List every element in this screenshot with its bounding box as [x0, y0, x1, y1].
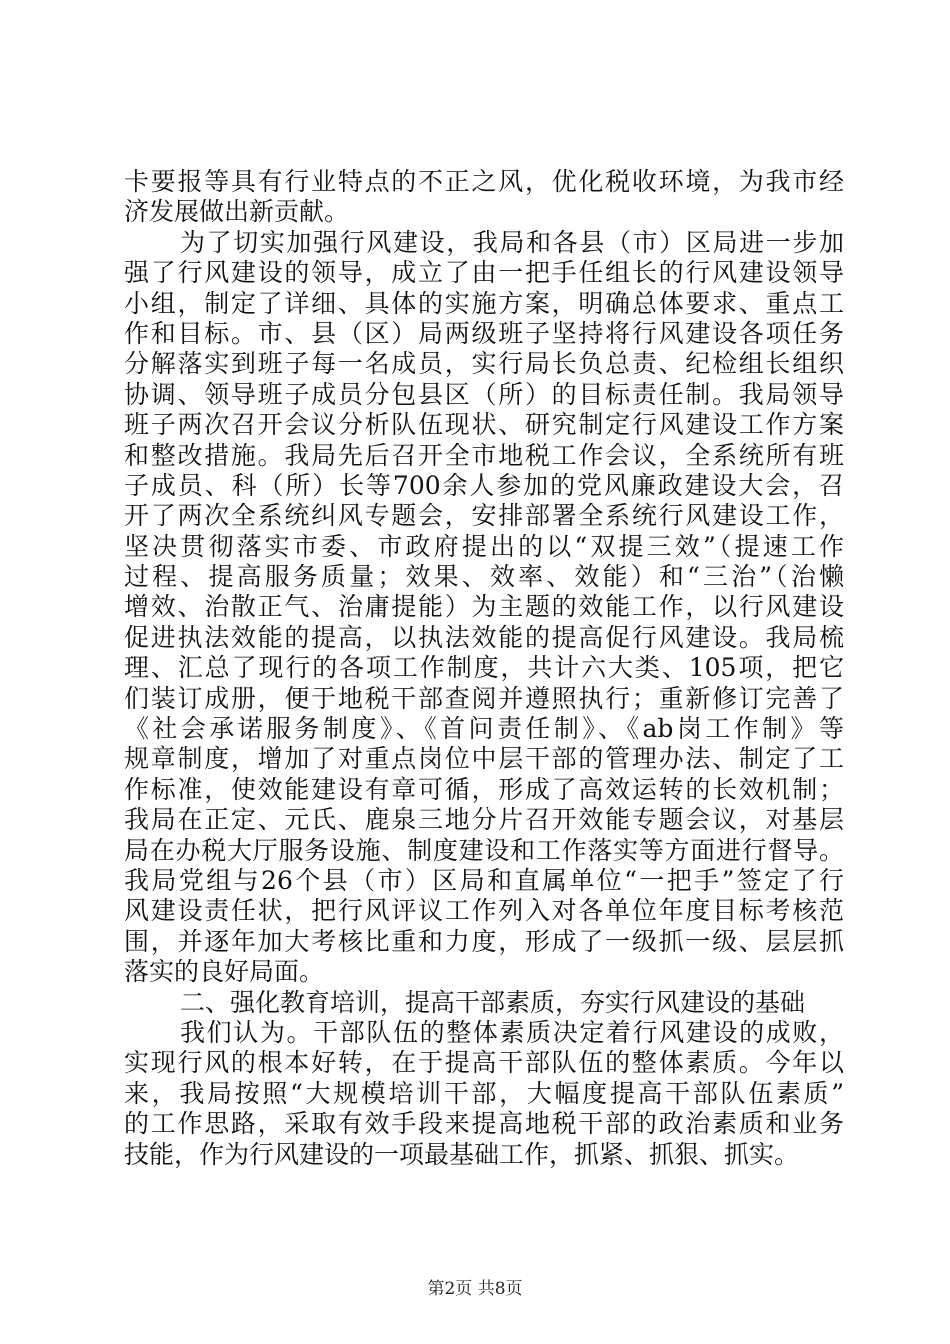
text-line-14: 过程、提高服务质量；效果、效率、效能）和“三治”（治懒: [124, 562, 844, 592]
text-line-9: 班子两次召开会议分析队伍现状、研究制定行风建设工作方案: [124, 410, 844, 440]
text-line-8: 协调、领导班子成员分包县区（所）的目标责任制。我局领导: [124, 379, 844, 409]
text-line-5: 小组，制定了详细、具体的实施方案，明确总体要求、重点工: [124, 288, 844, 318]
text-line-12: 开了两次全系统纠风专题会，安排部署全系统行风建设工作，: [124, 501, 844, 531]
text-line-30: 实现行风的根本好转，在于提高干部队伍的整体素质。今年以: [124, 1048, 844, 1078]
text-line-15: 增效、治散正气、治庸提能）为主题的效能工作，以行风建设: [124, 592, 844, 622]
text-line-7: 分解落实到班子每一名成员，实行局长负总责、纪检组长组织: [124, 349, 844, 379]
text-line-11: 子成员、科（所）长等700余人参加的党风廉政建设大会，召: [124, 470, 844, 500]
text-line-21: 作标准，使效能建设有章可循，形成了高效运转的长效机制；: [124, 774, 844, 804]
document-body: [124, 167, 844, 1170]
text-line-19: 《社会承诺服务制度》、《首问责任制》、《ab岗工作制》等: [124, 714, 844, 744]
text-line-10: 和整改措施。我局先后召开全市地税工作会议，全系统所有班: [124, 440, 844, 470]
text-line-3: 为了切实加强行风建设，我局和各县（市）区局进一步加: [180, 227, 844, 257]
text-line-1: 卡要报等具有行业特点的不正之风，优化税收环境，为我市经: [124, 167, 844, 196]
section-heading: 二、强化教育培训，提高干部素质，夯实行风建设的基础: [180, 987, 806, 1017]
text-line-29: 我们认为。干部队伍的整体素质决定着行风建设的成败，: [180, 1017, 844, 1047]
text-line-26: 围，并逐年加大考核比重和力度，形成了一级抓一级、层层抓: [124, 926, 844, 956]
text-line-24: 我局党组与26个县（市）区局和直属单位“一把手”签定了行: [124, 865, 844, 895]
text-line-2: 济发展做出新贡献。: [124, 197, 350, 227]
text-line-33: 技能，作为行风建设的一项最基础工作，抓紧、抓狠、抓实。: [124, 1139, 800, 1169]
text-line-22: 我局在正定、元氏、鹿泉三地分片召开效能专题会议，对基层: [124, 805, 844, 835]
text-line-27: 落实的良好局面。: [124, 957, 325, 987]
text-line-18: 们装订成册，便于地税干部查阅并遵照执行；重新修订完善了: [124, 683, 844, 713]
text-line-20: 规章制度，增加了对重点岗位中层干部的管理办法、制定了工: [124, 744, 844, 774]
text-line-13: 坚决贯彻落实市委、市政府提出的以“双提三效”（提速工作: [124, 531, 844, 561]
text-line-31: 来，我局按照“大规模培训干部，大幅度提高干部队伍素质”: [124, 1078, 844, 1108]
text-line-32: 的工作思路，采取有效手段来提高地税干部的政治素质和业务: [124, 1109, 844, 1139]
text-line-4: 强了行风建设的领导，成立了由一把手任组长的行风建设领导: [124, 258, 844, 288]
text-line-23: 局在办税大厅服务设施、制度建设和工作落实等方面进行督导。: [124, 835, 844, 865]
page-number-footer: 第2页 共8页: [427, 1279, 523, 1299]
text-line-6: 作和目标。市、县（区）局两级班子坚持将行风建设各项任务: [124, 318, 844, 348]
text-line-25: 风建设责任状，把行风评议工作列入对各单位年度目标考核范: [124, 896, 844, 926]
text-line-17: 理、汇总了现行的各项工作制度，共计六大类、105项，把它: [124, 653, 844, 683]
text-line-16: 促进执法效能的提高，以执法效能的提高促行风建设。我局梳: [124, 622, 844, 652]
